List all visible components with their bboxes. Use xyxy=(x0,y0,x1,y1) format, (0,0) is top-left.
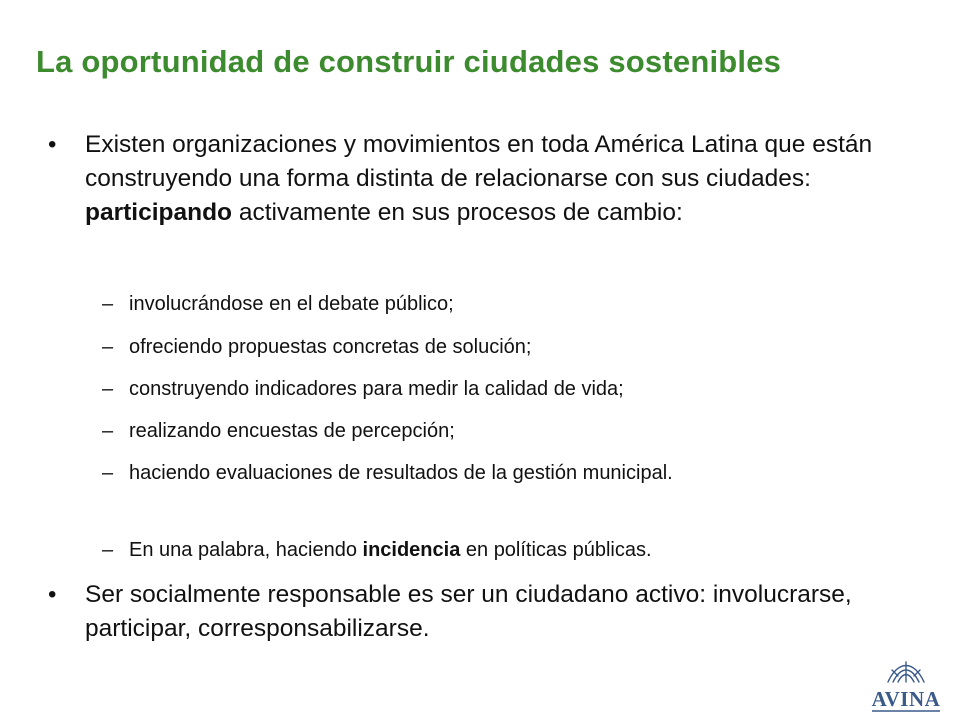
bullet-text xyxy=(85,128,928,230)
sub-item xyxy=(102,290,922,319)
slide-title: La oportunidad de construir ciudades sostenibles xyxy=(36,44,782,79)
bullet-glyph: • xyxy=(48,131,57,158)
sub-text-pre: En una palabra, haciendo xyxy=(129,539,363,561)
sub-text-emphasis: incidencia xyxy=(362,539,461,561)
sub-item-text: realizando encuestas de percepción; xyxy=(129,420,455,442)
bullet-glyph: • xyxy=(48,581,57,608)
sub-item xyxy=(102,333,922,362)
sub-item-text: haciendo evaluaciones de resultados de la gestión municipal. xyxy=(129,462,673,484)
sub-item xyxy=(102,536,922,565)
bullet-text-post: activamente en sus procesos de cambio: xyxy=(232,199,683,226)
sub-text-post: en políticas públicas. xyxy=(460,539,652,561)
dash-glyph: – xyxy=(102,539,114,561)
sub-item xyxy=(102,375,922,404)
avina-logo xyxy=(862,656,950,716)
bullet-item xyxy=(48,578,928,646)
dash-glyph: – xyxy=(102,378,114,400)
bullet-text-pre: Existen organizaciones y movimientos en toda América Latina que están construyendo una forma distinta de relacionarse con sus ciudades: xyxy=(85,131,873,192)
sub-item-text: ofreciendo propuestas concretas de solución; xyxy=(129,336,532,358)
bullet-text: Ser socialmente responsable es ser un ciudadano activo: involucrarse, participar, corresponsabilizarse. xyxy=(85,581,852,642)
dash-glyph: – xyxy=(102,420,114,442)
sub-item-text: involucrándose en el debate público; xyxy=(129,293,454,315)
bullet-item xyxy=(48,128,928,230)
dash-glyph: – xyxy=(102,293,114,315)
sub-item xyxy=(102,417,922,446)
logo-text: AVINA xyxy=(871,687,941,711)
sub-item-text: construyendo indicadores para medir la calidad de vida; xyxy=(129,378,624,400)
dash-glyph: – xyxy=(102,336,114,358)
sub-item-text xyxy=(129,536,922,565)
bullet-text-emphasis: participando xyxy=(85,199,233,226)
sub-item xyxy=(102,459,922,488)
dash-glyph: – xyxy=(102,462,114,484)
